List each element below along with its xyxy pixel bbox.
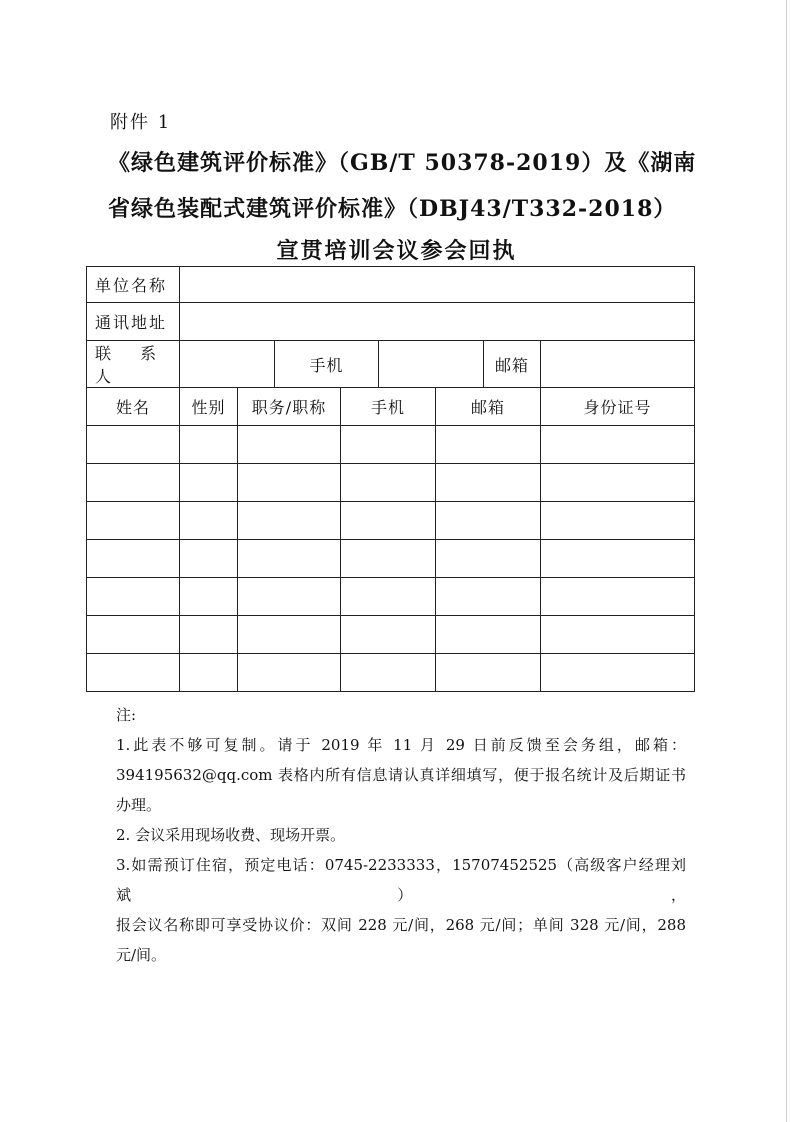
note-3-line-2: 报会议名称即可享受协议价：双间 228 元/间，268 元/间；单间 328 元/间，288 bbox=[116, 916, 686, 934]
attendee-row bbox=[87, 654, 695, 692]
attendee-email-cell[interactable] bbox=[436, 464, 541, 502]
title-line-2: 省绿色装配式建筑评价标准》（DBJ43/T332-2018） bbox=[108, 196, 677, 222]
contact-email-label: 邮箱 bbox=[484, 341, 541, 388]
header-name: 姓名 bbox=[87, 388, 180, 426]
contact-label: 联 系 人 bbox=[87, 341, 180, 388]
note-1-line-2: 394195632@qq.com 表格内所有信息请认真详细填写，便于报名统计及后期证书 bbox=[116, 766, 686, 784]
attendee-title-cell[interactable] bbox=[238, 426, 341, 464]
attendee-title-cell[interactable] bbox=[238, 540, 341, 578]
attendee-name-cell[interactable] bbox=[87, 464, 180, 502]
notes-section bbox=[116, 700, 686, 970]
attendee-row bbox=[87, 578, 695, 616]
attendee-name-cell[interactable] bbox=[87, 654, 180, 692]
attendee-email-cell[interactable] bbox=[436, 578, 541, 616]
note-2: 2. 会议采用现场收费、现场开票。 bbox=[116, 826, 346, 844]
page-edge-line bbox=[786, 0, 787, 1122]
unit-name-cell[interactable] bbox=[180, 267, 695, 303]
unit-name-label: 单位名称 bbox=[87, 267, 180, 303]
attendee-phone-cell[interactable] bbox=[341, 540, 436, 578]
attendee-name-cell[interactable] bbox=[87, 578, 180, 616]
attendee-email-cell[interactable] bbox=[436, 502, 541, 540]
attendee-id-number-cell[interactable] bbox=[541, 540, 695, 578]
attendee-gender-cell[interactable] bbox=[180, 616, 238, 654]
attendee-email-cell[interactable] bbox=[436, 616, 541, 654]
note-1-line-3: 办理。 bbox=[116, 796, 162, 814]
attendee-id-number-cell[interactable] bbox=[541, 578, 695, 616]
attendee-gender-cell[interactable] bbox=[180, 464, 238, 502]
attendee-name-cell[interactable] bbox=[87, 616, 180, 654]
attendee-email-cell[interactable] bbox=[436, 426, 541, 464]
attendee-id-number-cell[interactable] bbox=[541, 616, 695, 654]
registration-form-table bbox=[86, 266, 695, 692]
header-gender: 性别 bbox=[180, 388, 238, 426]
attendee-phone-cell[interactable] bbox=[341, 616, 436, 654]
header-id-number: 身份证号 bbox=[541, 388, 695, 426]
header-title: 职务/职称 bbox=[238, 388, 341, 426]
attendee-rows bbox=[87, 426, 695, 692]
note-3-line-3: 元/间。 bbox=[116, 946, 167, 964]
attendee-email-cell[interactable] bbox=[436, 540, 541, 578]
notes-heading: 注: bbox=[116, 706, 137, 724]
attendee-gender-cell[interactable] bbox=[180, 654, 238, 692]
contact-phone-label: 手机 bbox=[275, 341, 379, 388]
attendee-phone-cell[interactable] bbox=[341, 502, 436, 540]
address-label: 通讯地址 bbox=[87, 303, 180, 341]
attendee-gender-cell[interactable] bbox=[180, 578, 238, 616]
address-cell[interactable] bbox=[180, 303, 695, 341]
attendee-gender-cell[interactable] bbox=[180, 426, 238, 464]
attendee-row bbox=[87, 540, 695, 578]
attendee-name-cell[interactable] bbox=[87, 502, 180, 540]
attendee-gender-cell[interactable] bbox=[180, 540, 238, 578]
header-phone: 手机 bbox=[341, 388, 436, 426]
attendee-title-cell[interactable] bbox=[238, 502, 341, 540]
attendee-name-cell[interactable] bbox=[87, 426, 180, 464]
attendee-row bbox=[87, 502, 695, 540]
contact-name-cell[interactable] bbox=[180, 341, 275, 388]
attendee-row bbox=[87, 464, 695, 502]
attendee-phone-cell[interactable] bbox=[341, 578, 436, 616]
attendee-title-cell[interactable] bbox=[238, 654, 341, 692]
attendee-id-number-cell[interactable] bbox=[541, 654, 695, 692]
title-line-3: 宣贯培训会议参会回执 bbox=[276, 238, 517, 264]
attendee-id-number-cell[interactable] bbox=[541, 464, 695, 502]
attendee-row bbox=[87, 426, 695, 464]
contact-email-cell[interactable] bbox=[541, 341, 695, 388]
attendee-title-cell[interactable] bbox=[238, 464, 341, 502]
header-email: 邮箱 bbox=[436, 388, 541, 426]
contact-phone-cell[interactable] bbox=[379, 341, 484, 388]
attendee-id-number-cell[interactable] bbox=[541, 426, 695, 464]
attendee-phone-cell[interactable] bbox=[341, 426, 436, 464]
attendee-phone-cell[interactable] bbox=[341, 464, 436, 502]
attendee-name-cell[interactable] bbox=[87, 540, 180, 578]
attendee-title-cell[interactable] bbox=[238, 578, 341, 616]
attendee-id-number-cell[interactable] bbox=[541, 502, 695, 540]
note-3-line-1: 3.如需预订住宿，预定电话：0745-2233333，15707452525（高级客户经理刘斌）， bbox=[116, 856, 686, 904]
attendee-row bbox=[87, 616, 695, 654]
attendee-gender-cell[interactable] bbox=[180, 502, 238, 540]
attachment-label: 附件 1 bbox=[110, 112, 172, 133]
attendee-phone-cell[interactable] bbox=[341, 654, 436, 692]
attendee-title-cell[interactable] bbox=[238, 616, 341, 654]
attendee-email-cell[interactable] bbox=[436, 654, 541, 692]
note-1-line-1: 1.此表不够可复制。请于 2019 年 11 月 29 日前反馈至会务组，邮箱： bbox=[116, 736, 686, 754]
title-line-1: 《绿色建筑评价标准》（GB/T 50378-2019）及《湖南 bbox=[108, 150, 697, 176]
